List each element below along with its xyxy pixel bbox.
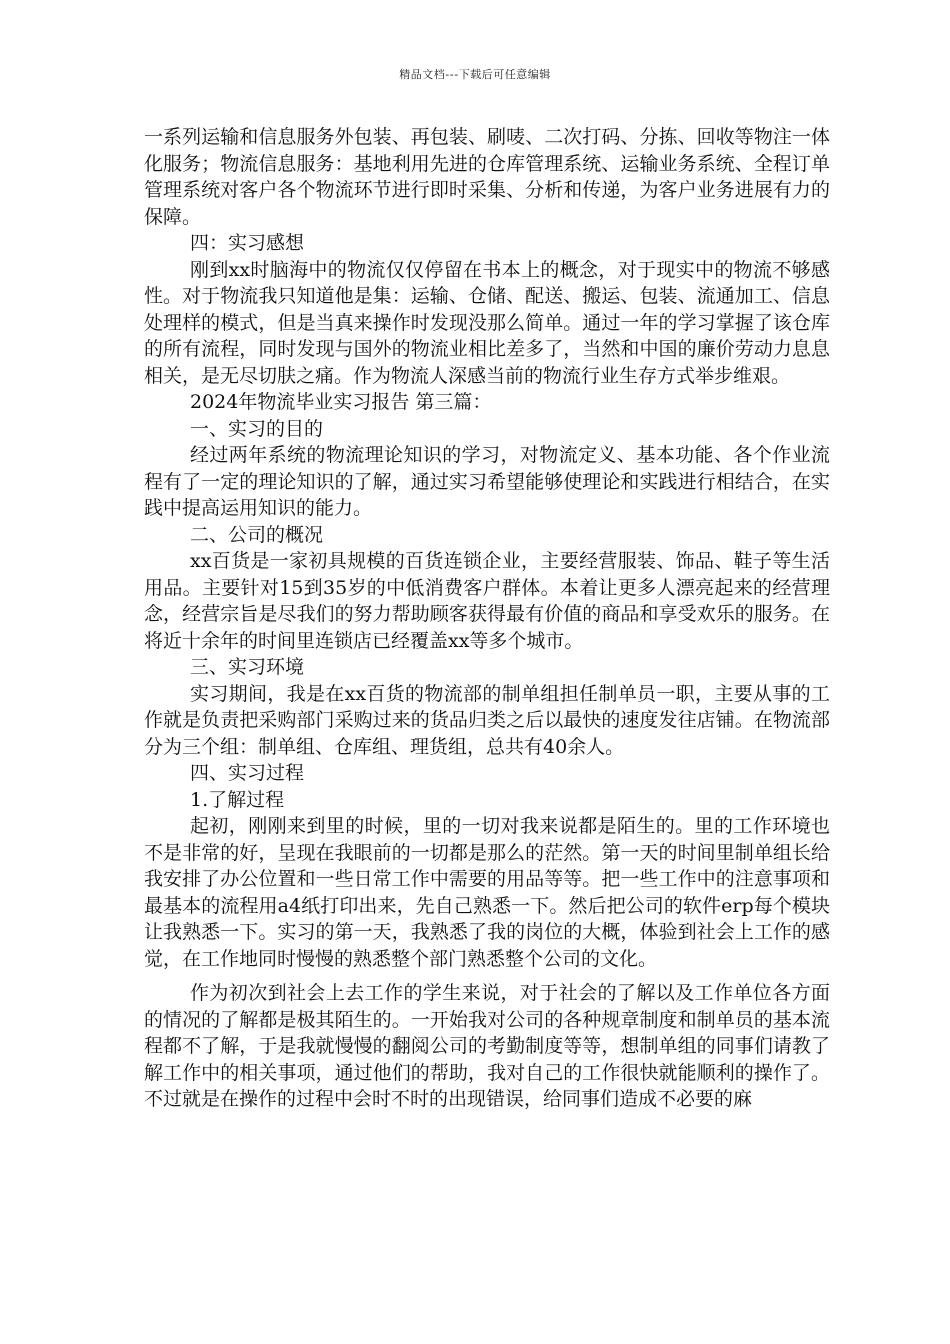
heading-internship-process: 四、实习过程 <box>190 762 305 784</box>
paragraph-company-overview: xx百货是一家初具规模的百货连锁企业，主要经营服装、饰品、鞋子等生活用品。主要针对15到35岁的中低消费客户群体。本着让更多人漂亮起来的经营理念，经营宗旨是尽我们的努力帮助顾客获得最有价值的商品和享受欢乐的服务。在将近十余年的时间里连锁店已经覆盖xx等多个城市。 <box>144 550 830 652</box>
heading-internship-impressions: 四：实习感想 <box>190 232 305 254</box>
paragraph-first-days: 起初，刚刚来到里的时候，里的一切对我来说都是陌生的。里的工作环境也不是非常的好，呈现在我眼前的一切都是那么的茫然。第一天的时间里制单组长给我安排了办公位置和一些日常工作中需要的用品等等。把一些工作中的注意事项和最基本的流程用a4纸打印出来，先自己熟悉一下。然后把公司的软件erp每个模块让我熟悉一下。实习的第一天，我熟悉了我的岗位的大概，体验到社会上工作的感觉，在工作地同时慢慢的熟悉整个部门熟悉整个公司的文化。 <box>144 815 830 970</box>
document-body <box>144 124 830 1113</box>
paragraph-learning-rules: 作为初次到社会上去工作的学生来说，对于社会的了解以及工作单位各方面的情况的了解都是极其陌生的。一开始我对公司的各种规章制度和制单员的基本流程都不了解，于是我就慢慢的翻阅公司的考勤制度等等，想制单组的同事们请教了解工作中的相关事项，通过他们的帮助，我对自己的工作很快就能顺利的操作了。不过就是在操作的过程中会时不时的出现错误，给同事们造成不必要的麻 <box>144 982 830 1110</box>
heading-understanding-process: 1.了解过程 <box>190 788 285 811</box>
page-header: 精品文档---下载后可任意编辑 <box>399 68 551 81</box>
paragraph-services: 一系列运输和信息服务外包装、再包装、刷唛、二次打码、分拣、回收等物注一体化服务；物流信息服务：基地利用先进的仓库管理系统、运输业务系统、全程订单管理系统对客户各个物流环节进行即时采集、分析和传递，为客户业务进展有力的保障。 <box>144 126 830 228</box>
heading-internship-purpose: 一、实习的目的 <box>190 417 324 440</box>
paragraph-impressions: 刚到xx时脑海中的物流仅仅停留在书本上的概念，对于现实中的物流不够感性。对于物流我只知道他是集：运输、仓储、配送、搬运、包装、流通加工、信息处理样的模式，但是当真来操作时发现没那么简单。通过一年的学习掌握了该仓库的所有流程，同时发现与国外的物流业相比差多了，当然和中国的廉价劳动力息息相关，是无尽切肤之痛。作为物流人深感当前的物流行业生存方式举步维艰。 <box>144 258 830 387</box>
heading-report-part-three: 2024年物流毕业实习报告 第三篇： <box>190 391 492 413</box>
paragraph-purpose: 经过两年系统的物流理论知识的学习，对物流定义、基本功能、各个作业流程有了一定的理论知识的了解，通过实习希望能够使理论和实践进行相结合，在实践中提高运用知识的能力。 <box>144 444 830 519</box>
heading-company-overview: 二、公司的概况 <box>190 523 324 546</box>
heading-internship-environment: 三、实习环境 <box>190 656 305 678</box>
paragraph-environment: 实习期间，我是在xx百货的物流部的制单组担任制单员一职，主要从事的工作就是负责把采购部门采购过来的货品归类之后以最快的速度发往店铺。在物流部分为三个组：制单组、仓库组、理货组，总共有40余人。 <box>144 682 830 758</box>
